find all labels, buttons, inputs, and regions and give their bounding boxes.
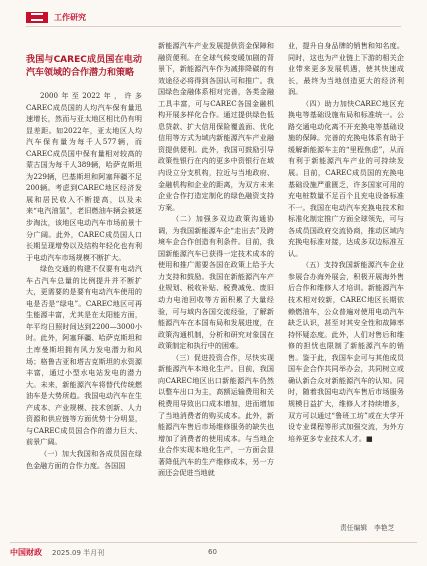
header-divider [26, 26, 401, 27]
paragraph: （二）加强多双边政策沟通协调，为我国新能源车企“走出去”及跨境车企合作创造有利条件。目前，我国新能源汽车已获得一定技术成本的使用和推广需要各国在政策上给予大力支持和鼓励。我国在新能源汽车产业规划、税收补贴、税费减免、废旧动力电池回收等方面积累了大量经验，可与域内各国交流经验，了解新能源汽车在本国布局和发展进度，在政策沟通机制，分析和研究对象国在政策制定和执行中的困难。 [158, 214, 274, 351]
page-number: 60 [208, 548, 217, 556]
article-column-3 [288, 40, 404, 444]
article-title: 我国与CAREC成员国在电动汽车领域的合作潜力和策略 [26, 55, 142, 78]
section-logo-icon [26, 12, 48, 23]
paragraph: 绿色交通的构建不仅要有电动汽车占汽车总量的比例提升并不断扩大，更需要的是要有电动汽车使用的电是否是“绿电”。CAREC地区可再生能源丰富，尤其是在太阳能方面，年平均日照时间达到2200—3000小时。此外，阿塞拜疆、哈萨克斯坦和土库曼斯坦拥有风力发电潜力和风场；格鲁吉亚和塔吉克斯坦的水资源丰富，通过小型水电站发电的潜力大。未来，新能源汽车将替代传统燃油车是大势所趋。我国电动汽车在生产成本、产业规模、技术创新、人力资源和供应链等方面优势十分明显，与CAREC成员国合作的潜力巨大、前景广阔。 [26, 264, 142, 447]
editor-credit: 责任编辑 李艳芝 [340, 524, 395, 532]
paragraph: （四）助力加快CAREC地区充换电等基础设施布局和标准统一。公路交通电动化离不开充换电等基础设施的保障。完善的充换电体系有助于缓解新能源车主的“里程焦虑”，从而有利于新能源汽车产业的可持续发展。目前，CAREC成员国的充换电基础设施严重匮乏，许多国家可用的充电桩数量不足百个且充电设备标准不一。我国在电动汽车充换电技术和标准化制定推广方面全球领先，可与各成员国政府交流协商，推动区域内充换电标准对接，达成多双边标准互认。 [288, 98, 404, 258]
page-header [26, 8, 86, 26]
section-label: 工作研究 [54, 12, 86, 22]
paragraph: 2000年至2022年，许多CAREC成员国的人均汽车保有量迅速增长，然而与亚太地区相比仍有明显差距。如2022年，亚太地区人均汽车保有量为每千人577辆，而CAREC成员国中保有量相对较高的蒙古国为每千人389辆，哈萨克斯坦为229辆，巴基斯坦和阿塞拜疆不足200辆。考虑到CAREC地区经济发展和居民收入不断提高，以及未来“电汽油氢”，老旧燃油车辆会被逐步淘汰，该地区电动汽车市场前景十分广阔。此外，CAREC成员国人口长期呈现增势以及结构年轻化也有利于电动汽车市场规模不断扩大。 [26, 91, 142, 262]
paragraph: 业，提升自身品牌的销售和知名度。同时，这也为产业链上下游的相关企业带来更多发展机遇，使其快速成长，最终为当地创造更大的经济利润。 [288, 41, 404, 97]
paragraph: （三）促进投资合作，尽快实现新能源汽车本地化生产。目前，我国向CAREC地区出口新能源汽车仍然以整车出口为主，高额运输费用和关税费用导致出口成本增加，进而增加了当地消费者的购买成本。此外，新能源汽车售后市场维修服务的缺失也增加了消费者的使用成本。与当地企业合作实现本地化生产，一方面会显著降低汽车的生产维修成本，另一方面还会促进当地就 [158, 352, 274, 478]
article-column-2 [158, 40, 274, 479]
article-column-1 [26, 36, 142, 471]
issue-label: 2025.09 半月刊 [52, 549, 105, 557]
footer-divider [10, 542, 417, 543]
magazine-logo: 中国财政 [10, 548, 42, 557]
page-footer [0, 545, 427, 559]
paragraph: （一）加大我国和各成员国在绿色金融方面的合作力度。各国国 [26, 448, 142, 470]
paragraph: 新能源汽车产业发展提供资金保障和融资便利。在全球气候变暖加剧的背景下，新能源汽车作为减排降碳的有效途径必将得到各国认可和推广。我国绿色金融体系相对完善，各类金融工具丰富，可与CAREC各国金融机构开展多样化合作。通过提供绿色低息贷款、扩大信用保险覆盖面、优化信用等方式为域内新能源汽车产业融资提供便利。此外，我国可鼓励引导政策性银行在内的更多中资银行在域内设立分支机构，拉近与当地政府、金融机构和企业的距离，为双方未来企业合作打造定制化的绿色融资支持方案。 [158, 41, 274, 212]
paragraph: （五）支持我国新能源汽车企业参展合办海外展会，积极开展海外售后合作和维修人才培训。新能源汽车技术相对较新，CAREC地区长期依赖燃油车，公众普遍对使用电动汽车缺乏认识，甚至对其安全性和故障率持怀疑态度。此外，人们对售后和维修的担忧也限制了新能源汽车的销售。鉴于此，我国车企可与其他成员国车企合作共同举办会，共同树立或确认新合众对新能源汽车的认知。同时，随着我国电动汽车售后市场服务规模日益扩大，维修人才持续增多，双方可以通过“鲁班工坊”或在大学开设专业课程等形式加强交流，为外方培养更多专业技术人才。■ [288, 260, 404, 443]
